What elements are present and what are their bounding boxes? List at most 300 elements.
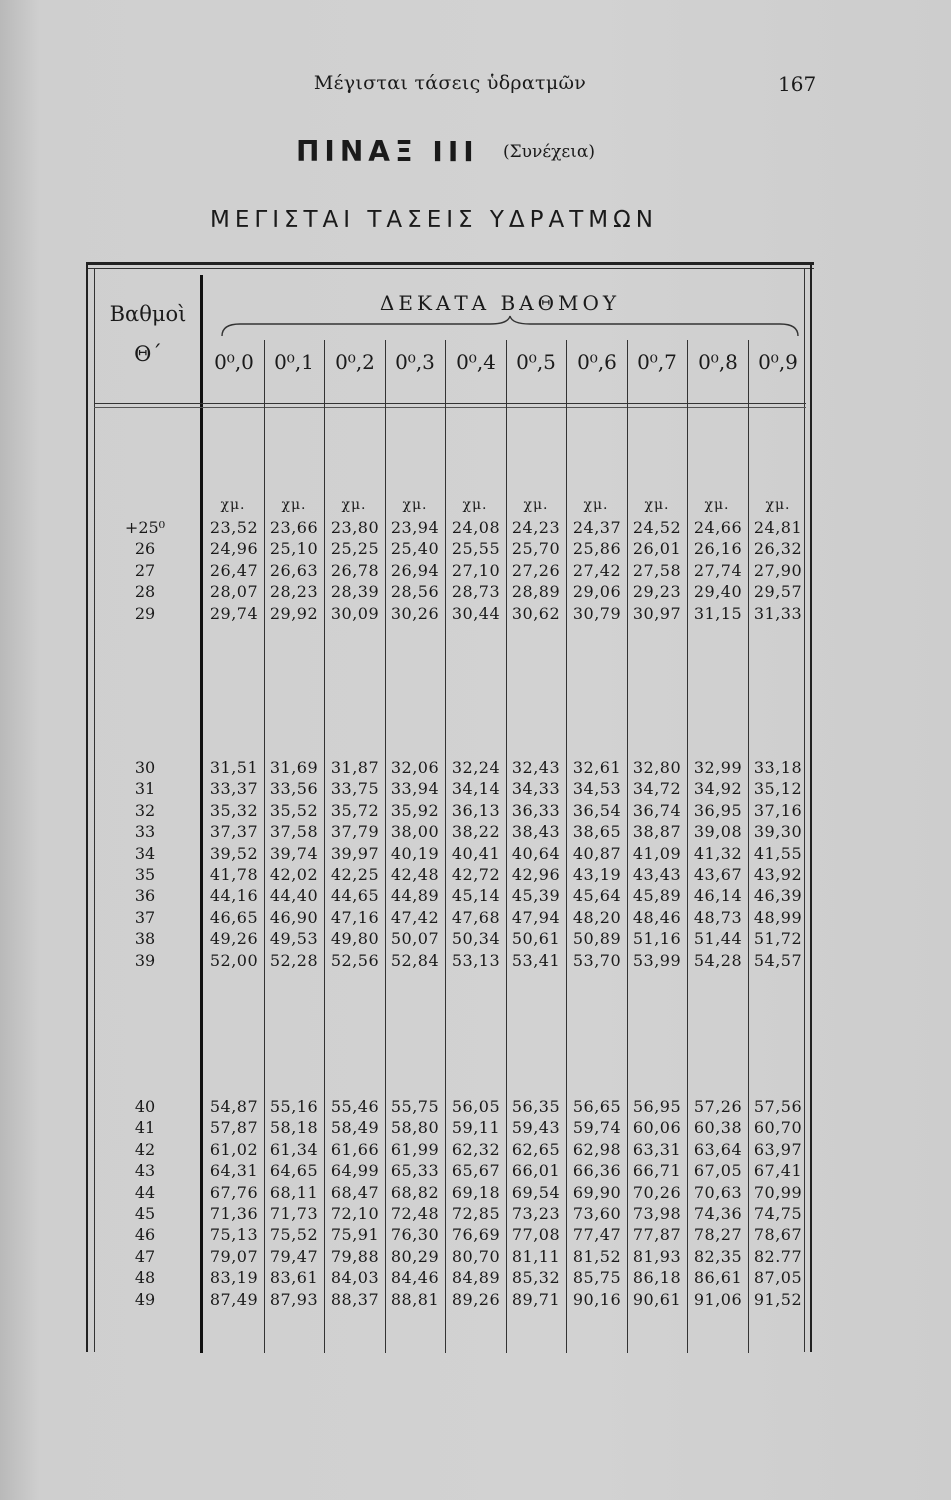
table-cell: 34,53 — [572, 779, 622, 798]
table-cell: 44,65 — [330, 886, 380, 905]
table-cell: 35,32 — [209, 801, 259, 820]
table-cell: 79,47 — [269, 1247, 319, 1266]
table-cell: 58,80 — [390, 1118, 440, 1137]
unit-label: χμ. — [704, 497, 730, 513]
table-cell: 58,49 — [330, 1118, 380, 1137]
table-cell: 83,19 — [209, 1268, 259, 1287]
table-cell: 28,39 — [330, 582, 380, 601]
table-cell: 88,37 — [330, 1290, 380, 1309]
table-cell: 29,74 — [209, 604, 259, 623]
row-degree-label: 37 — [134, 908, 156, 927]
table-cell: 71,73 — [269, 1204, 319, 1223]
table-cell: 43,67 — [693, 865, 743, 884]
table-cell: 42,02 — [269, 865, 319, 884]
table-cell: 25,10 — [269, 539, 319, 558]
table-cell: 36,95 — [693, 801, 743, 820]
table-cell: 63,31 — [632, 1140, 682, 1159]
table-cell: 67,05 — [693, 1161, 743, 1180]
row-degree-label: 31 — [134, 779, 156, 798]
header-bottom-rule-inner — [94, 407, 806, 408]
table-cell: 69,54 — [511, 1183, 561, 1202]
row-degree-label: 42 — [134, 1140, 156, 1159]
table-cell: 68,11 — [269, 1183, 319, 1202]
table-cell: 27,10 — [451, 561, 501, 580]
table-cell: 48,20 — [572, 908, 622, 927]
table-cell: 36,33 — [511, 801, 561, 820]
table-cell: 30,09 — [330, 604, 380, 623]
table-cell: 26,16 — [693, 539, 743, 558]
table-cell: 46,90 — [269, 908, 319, 927]
table-cell: 54,28 — [693, 951, 743, 970]
row-header-line1: Βαθμοὶ — [109, 302, 187, 326]
table-cell: 85,32 — [511, 1268, 561, 1287]
table-cell: 65,33 — [390, 1161, 440, 1180]
table-cell: 56,05 — [451, 1097, 501, 1116]
row-header-line2: Θ΄ — [134, 342, 162, 366]
table-cell: 34,33 — [511, 779, 561, 798]
table-cell: 48,73 — [693, 908, 743, 927]
row-degree-label: 30 — [134, 758, 156, 777]
table-cell: 38,43 — [511, 822, 561, 841]
column-header: 0⁰,6 — [577, 350, 617, 374]
table-cell: 46,39 — [753, 886, 803, 905]
table-cell: 30,62 — [511, 604, 561, 623]
table-cell: 48,46 — [632, 908, 682, 927]
table-cell: 91,06 — [693, 1290, 743, 1309]
table-cell: 32,80 — [632, 758, 682, 777]
table-cell: 44,40 — [269, 886, 319, 905]
table-title: ΠΙΝΑΞ III — [296, 135, 479, 168]
table-cell: 47,16 — [330, 908, 380, 927]
table-cell: 90,16 — [572, 1290, 622, 1309]
table-cell: 64,65 — [269, 1161, 319, 1180]
table-cell: 60,38 — [693, 1118, 743, 1137]
column-header: 0⁰,0 — [214, 350, 254, 374]
table-cell: 45,39 — [511, 886, 561, 905]
unit-label: χμ. — [583, 497, 609, 513]
table-cell: 57,56 — [753, 1097, 803, 1116]
table-cell: 82,35 — [693, 1247, 743, 1266]
table-cell: 77,87 — [632, 1225, 682, 1244]
table-cell: 32,24 — [451, 758, 501, 777]
table-cell: 72,48 — [390, 1204, 440, 1223]
table-cell: 24,96 — [209, 539, 259, 558]
table-cell: 43,43 — [632, 865, 682, 884]
table-cell: 67,76 — [209, 1183, 259, 1202]
row-degree-label: 28 — [134, 582, 156, 601]
table-cell: 27,42 — [572, 561, 622, 580]
table-cell: 28,89 — [511, 582, 561, 601]
table-cell: 24,52 — [632, 518, 682, 537]
table-cell: 81,93 — [632, 1247, 682, 1266]
table-cell: 40,87 — [572, 844, 622, 863]
table-cell: 52,28 — [269, 951, 319, 970]
table-cell: 80,29 — [390, 1247, 440, 1266]
table-cell: 56,95 — [632, 1097, 682, 1116]
table-cell: 69,18 — [451, 1183, 501, 1202]
table-cell: 27,90 — [753, 561, 803, 580]
table-cell: 70,99 — [753, 1183, 803, 1202]
table-cell: 81,11 — [511, 1247, 561, 1266]
table-cell: 50,07 — [390, 929, 440, 948]
table-cell: 30,44 — [451, 604, 501, 623]
unit-label: χμ. — [644, 497, 670, 513]
table-cell: 29,40 — [693, 582, 743, 601]
row-degree-label: 49 — [134, 1290, 156, 1309]
table-cell: 24,66 — [693, 518, 743, 537]
table-cell: 35,12 — [753, 779, 803, 798]
table-cell: 52,00 — [209, 951, 259, 970]
running-head: Μέγισται τάσεις ὑδρατμῶν — [313, 72, 587, 94]
table-cell: 24,23 — [511, 518, 561, 537]
table-cell: 23,66 — [269, 518, 319, 537]
table-cell: 62,65 — [511, 1140, 561, 1159]
column-header: 0⁰,5 — [516, 350, 556, 374]
table-cell: 30,97 — [632, 604, 682, 623]
table-cell: 50,61 — [511, 929, 561, 948]
table-cell: 59,43 — [511, 1118, 561, 1137]
table-cell: 45,64 — [572, 886, 622, 905]
table-cell: 36,74 — [632, 801, 682, 820]
table-cell: 33,94 — [390, 779, 440, 798]
table-cell: 23,52 — [209, 518, 259, 537]
table-cell: 71,36 — [209, 1204, 259, 1223]
table-cell: 51,44 — [693, 929, 743, 948]
row-degree-label: +25⁰ — [124, 518, 166, 537]
table-cell: 69,90 — [572, 1183, 622, 1202]
table-cell: 83,61 — [269, 1268, 319, 1287]
table-cell: 79,07 — [209, 1247, 259, 1266]
table-cell: 89,26 — [451, 1290, 501, 1309]
row-degree-label: 34 — [134, 844, 156, 863]
table-cell: 43,92 — [753, 865, 803, 884]
table-cell: 61,99 — [390, 1140, 440, 1159]
table-cell: 63,64 — [693, 1140, 743, 1159]
table-cell: 78,67 — [753, 1225, 803, 1244]
table-cell: 80,70 — [451, 1247, 501, 1266]
table-cell: 68,47 — [330, 1183, 380, 1202]
table-cell: 44,89 — [390, 886, 440, 905]
table-cell: 87,93 — [269, 1290, 319, 1309]
table-cell: 23,94 — [390, 518, 440, 537]
table-cell: 38,22 — [451, 822, 501, 841]
table-cell: 54,87 — [209, 1097, 259, 1116]
table-cell: 84,03 — [330, 1268, 380, 1287]
row-degree-label: 43 — [134, 1161, 156, 1180]
table-cell: 64,31 — [209, 1161, 259, 1180]
column-header: 0⁰,9 — [758, 350, 798, 374]
table-cell: 73,98 — [632, 1204, 682, 1223]
table-cell: 40,41 — [451, 844, 501, 863]
table-cell: 34,14 — [451, 779, 501, 798]
table-cell: 39,74 — [269, 844, 319, 863]
table-cell: 38,65 — [572, 822, 622, 841]
table-cell: 66,36 — [572, 1161, 622, 1180]
table-cell: 72,10 — [330, 1204, 380, 1223]
table-cell: 49,80 — [330, 929, 380, 948]
table-cell: 50,89 — [572, 929, 622, 948]
table-cell: 30,26 — [390, 604, 440, 623]
table-cell: 25,25 — [330, 539, 380, 558]
table-cell: 32,61 — [572, 758, 622, 777]
table-cell: 51,16 — [632, 929, 682, 948]
table-cell: 33,37 — [209, 779, 259, 798]
table-cell: 45,89 — [632, 886, 682, 905]
table-cell: 47,94 — [511, 908, 561, 927]
table-cell: 31,15 — [693, 604, 743, 623]
page-number: 167 — [778, 72, 817, 96]
table-cell: 26,78 — [330, 561, 380, 580]
table-cell: 64,99 — [330, 1161, 380, 1180]
table-cell: 25,55 — [451, 539, 501, 558]
table-cell: 23,80 — [330, 518, 380, 537]
table-cell: 52,84 — [390, 951, 440, 970]
table-cell: 86,18 — [632, 1268, 682, 1287]
row-degree-label: 41 — [134, 1118, 156, 1137]
frame-left-rule-inner — [94, 268, 95, 1352]
table-cell: 33,18 — [753, 758, 803, 777]
column-header: 0⁰,1 — [274, 350, 314, 374]
table-cell: 49,26 — [209, 929, 259, 948]
table-cell: 37,58 — [269, 822, 319, 841]
table-cell: 75,52 — [269, 1225, 319, 1244]
table-cell: 81,52 — [572, 1247, 622, 1266]
column-header: 0⁰,8 — [698, 350, 738, 374]
table-cell: 44,16 — [209, 886, 259, 905]
table-cell: 42,72 — [451, 865, 501, 884]
unit-label: χμ. — [523, 497, 549, 513]
table-cell: 54,57 — [753, 951, 803, 970]
table-cell: 75,91 — [330, 1225, 380, 1244]
table-cell: 66,01 — [511, 1161, 561, 1180]
column-group-brace — [220, 314, 800, 340]
table-cell: 37,16 — [753, 801, 803, 820]
table-cell: 35,92 — [390, 801, 440, 820]
table-cell: 28,73 — [451, 582, 501, 601]
table-cell: 49,53 — [269, 929, 319, 948]
row-degree-label: 38 — [134, 929, 156, 948]
table-cell: 60,06 — [632, 1118, 682, 1137]
table-cell: 43,19 — [572, 865, 622, 884]
row-degree-label: 44 — [134, 1183, 156, 1202]
table-cell: 26,63 — [269, 561, 319, 580]
table-cell: 56,35 — [511, 1097, 561, 1116]
table-cell: 74,75 — [753, 1204, 803, 1223]
table-cell: 59,11 — [451, 1118, 501, 1137]
table-cell: 28,56 — [390, 582, 440, 601]
table-cell: 40,19 — [390, 844, 440, 863]
table-cell: 53,70 — [572, 951, 622, 970]
table-cell: 29,92 — [269, 604, 319, 623]
unit-label: χμ. — [341, 497, 367, 513]
table-cell: 40,64 — [511, 844, 561, 863]
row-degree-label: 32 — [134, 801, 156, 820]
table-cell: 76,30 — [390, 1225, 440, 1244]
table-cell: 62,98 — [572, 1140, 622, 1159]
table-cell: 28,23 — [269, 582, 319, 601]
table-cell: 67,41 — [753, 1161, 803, 1180]
table-cell: 31,51 — [209, 758, 259, 777]
table-cell: 36,13 — [451, 801, 501, 820]
table-cell: 73,60 — [572, 1204, 622, 1223]
table-cell: 74,36 — [693, 1204, 743, 1223]
table-cell: 89,71 — [511, 1290, 561, 1309]
table-cell: 27,26 — [511, 561, 561, 580]
table-cell: 25,70 — [511, 539, 561, 558]
table-cell: 32,06 — [390, 758, 440, 777]
table-cell: 24,37 — [572, 518, 622, 537]
row-degree-label: 46 — [134, 1225, 156, 1244]
column-header: 0⁰,3 — [395, 350, 435, 374]
table-cell: 41,32 — [693, 844, 743, 863]
frame-top-rule — [86, 262, 814, 265]
table-cell: 32,99 — [693, 758, 743, 777]
table-cell: 91,52 — [753, 1290, 803, 1309]
table-cell: 53,13 — [451, 951, 501, 970]
table-cell: 39,08 — [693, 822, 743, 841]
table-cell: 29,23 — [632, 582, 682, 601]
table-cell: 53,41 — [511, 951, 561, 970]
unit-label: χμ. — [402, 497, 428, 513]
row-degree-label: 39 — [134, 951, 156, 970]
table-cell: 36,54 — [572, 801, 622, 820]
row-degree-label: 40 — [134, 1097, 156, 1116]
header-bottom-rule — [94, 403, 806, 404]
table-cell: 27,74 — [693, 561, 743, 580]
unit-label: χμ. — [765, 497, 791, 513]
table-cell: 31,69 — [269, 758, 319, 777]
row-degree-label: 29 — [134, 604, 156, 623]
table-cell: 31,87 — [330, 758, 380, 777]
table-cell: 77,08 — [511, 1225, 561, 1244]
table-cell: 58,18 — [269, 1118, 319, 1137]
table-cell: 26,47 — [209, 561, 259, 580]
table-cell: 32,43 — [511, 758, 561, 777]
table-cell: 60,70 — [753, 1118, 803, 1137]
table-cell: 52,56 — [330, 951, 380, 970]
column-header: 0⁰,2 — [335, 350, 375, 374]
table-cell: 68,82 — [390, 1183, 440, 1202]
table-cell: 62,32 — [451, 1140, 501, 1159]
row-degree-label: 47 — [134, 1247, 156, 1266]
table-cell: 55,16 — [269, 1097, 319, 1116]
table-cell: 84,46 — [390, 1268, 440, 1287]
table-cell: 57,87 — [209, 1118, 259, 1137]
table-cell: 47,68 — [451, 908, 501, 927]
column-header: 0⁰,4 — [456, 350, 496, 374]
table-subtitle: ΜΕΓΙΣΤΑΙ ΤΑΣΕΙΣ ΥΔΡΑΤΜΩΝ — [210, 207, 658, 233]
table-cell: 85,75 — [572, 1268, 622, 1287]
table-cell: 55,46 — [330, 1097, 380, 1116]
table-cell: 75,13 — [209, 1225, 259, 1244]
table-cell: 86,61 — [693, 1268, 743, 1287]
table-cell: 66,71 — [632, 1161, 682, 1180]
table-cell: 35,72 — [330, 801, 380, 820]
table-cell: 51,72 — [753, 929, 803, 948]
frame-left-rule — [86, 262, 88, 1352]
row-degree-label: 36 — [134, 886, 156, 905]
table-cell: 78,27 — [693, 1225, 743, 1244]
table-cell: 79,88 — [330, 1247, 380, 1266]
table-cell: 42,25 — [330, 865, 380, 884]
table-cell: 46,14 — [693, 886, 743, 905]
table-cell: 29,57 — [753, 582, 803, 601]
table-cell: 24,81 — [753, 518, 803, 537]
table-cell: 34,72 — [632, 779, 682, 798]
row-degree-label: 27 — [134, 561, 156, 580]
table-cell: 48,99 — [753, 908, 803, 927]
row-degree-label: 26 — [134, 539, 156, 558]
table-cell: 31,33 — [753, 604, 803, 623]
table-cell: 84,89 — [451, 1268, 501, 1287]
row-header — [96, 300, 200, 368]
table-cell: 29,06 — [572, 582, 622, 601]
table-cell: 45,14 — [451, 886, 501, 905]
table-cell: 39,30 — [753, 822, 803, 841]
column-header: 0⁰,7 — [637, 350, 677, 374]
table-cell: 39,52 — [209, 844, 259, 863]
unit-label: χμ. — [281, 497, 307, 513]
table-cell: 50,34 — [451, 929, 501, 948]
table-cell: 34,92 — [693, 779, 743, 798]
table-cell: 42,48 — [390, 865, 440, 884]
table-continued-note: (Συνέχεια) — [503, 142, 596, 162]
table-cell: 47,42 — [390, 908, 440, 927]
column-group-title: ΔΕΚΑΤΑ ΒΑΘΜΟΥ — [379, 291, 621, 315]
table-cell: 26,94 — [390, 561, 440, 580]
table-cell: 76,69 — [451, 1225, 501, 1244]
row-degree-label: 33 — [134, 822, 156, 841]
table-cell: 28,07 — [209, 582, 259, 601]
table-cell: 70,63 — [693, 1183, 743, 1202]
table-cell: 38,00 — [390, 822, 440, 841]
table-cell: 61,34 — [269, 1140, 319, 1159]
table-cell: 59,74 — [572, 1118, 622, 1137]
table-cell: 82.77 — [753, 1247, 803, 1266]
table-cell: 37,37 — [209, 822, 259, 841]
table-cell: 61,66 — [330, 1140, 380, 1159]
table-cell: 25,40 — [390, 539, 440, 558]
table-cell: 26,01 — [632, 539, 682, 558]
table-cell: 25,86 — [572, 539, 622, 558]
table-cell: 55,75 — [390, 1097, 440, 1116]
table-cell: 77,47 — [572, 1225, 622, 1244]
table-cell: 41,09 — [632, 844, 682, 863]
table-cell: 30,79 — [572, 604, 622, 623]
table-cell: 87,05 — [753, 1268, 803, 1287]
table-cell: 37,79 — [330, 822, 380, 841]
unit-label: χμ. — [220, 497, 246, 513]
unit-label: χμ. — [462, 497, 488, 513]
table-cell: 27,58 — [632, 561, 682, 580]
table-cell: 33,75 — [330, 779, 380, 798]
table-cell: 39,97 — [330, 844, 380, 863]
table-cell: 72,85 — [451, 1204, 501, 1223]
table-cell: 63,97 — [753, 1140, 803, 1159]
table-cell: 24,08 — [451, 518, 501, 537]
table-cell: 26,32 — [753, 539, 803, 558]
frame-top-rule-inner — [86, 268, 814, 269]
table-cell: 53,99 — [632, 951, 682, 970]
table-cell: 41,78 — [209, 865, 259, 884]
table-cell: 87,49 — [209, 1290, 259, 1309]
table-cell: 73,23 — [511, 1204, 561, 1223]
table-cell: 90,61 — [632, 1290, 682, 1309]
table-cell: 65,67 — [451, 1161, 501, 1180]
table-cell: 41,55 — [753, 844, 803, 863]
row-degree-label: 35 — [134, 865, 156, 884]
table-cell: 42,96 — [511, 865, 561, 884]
